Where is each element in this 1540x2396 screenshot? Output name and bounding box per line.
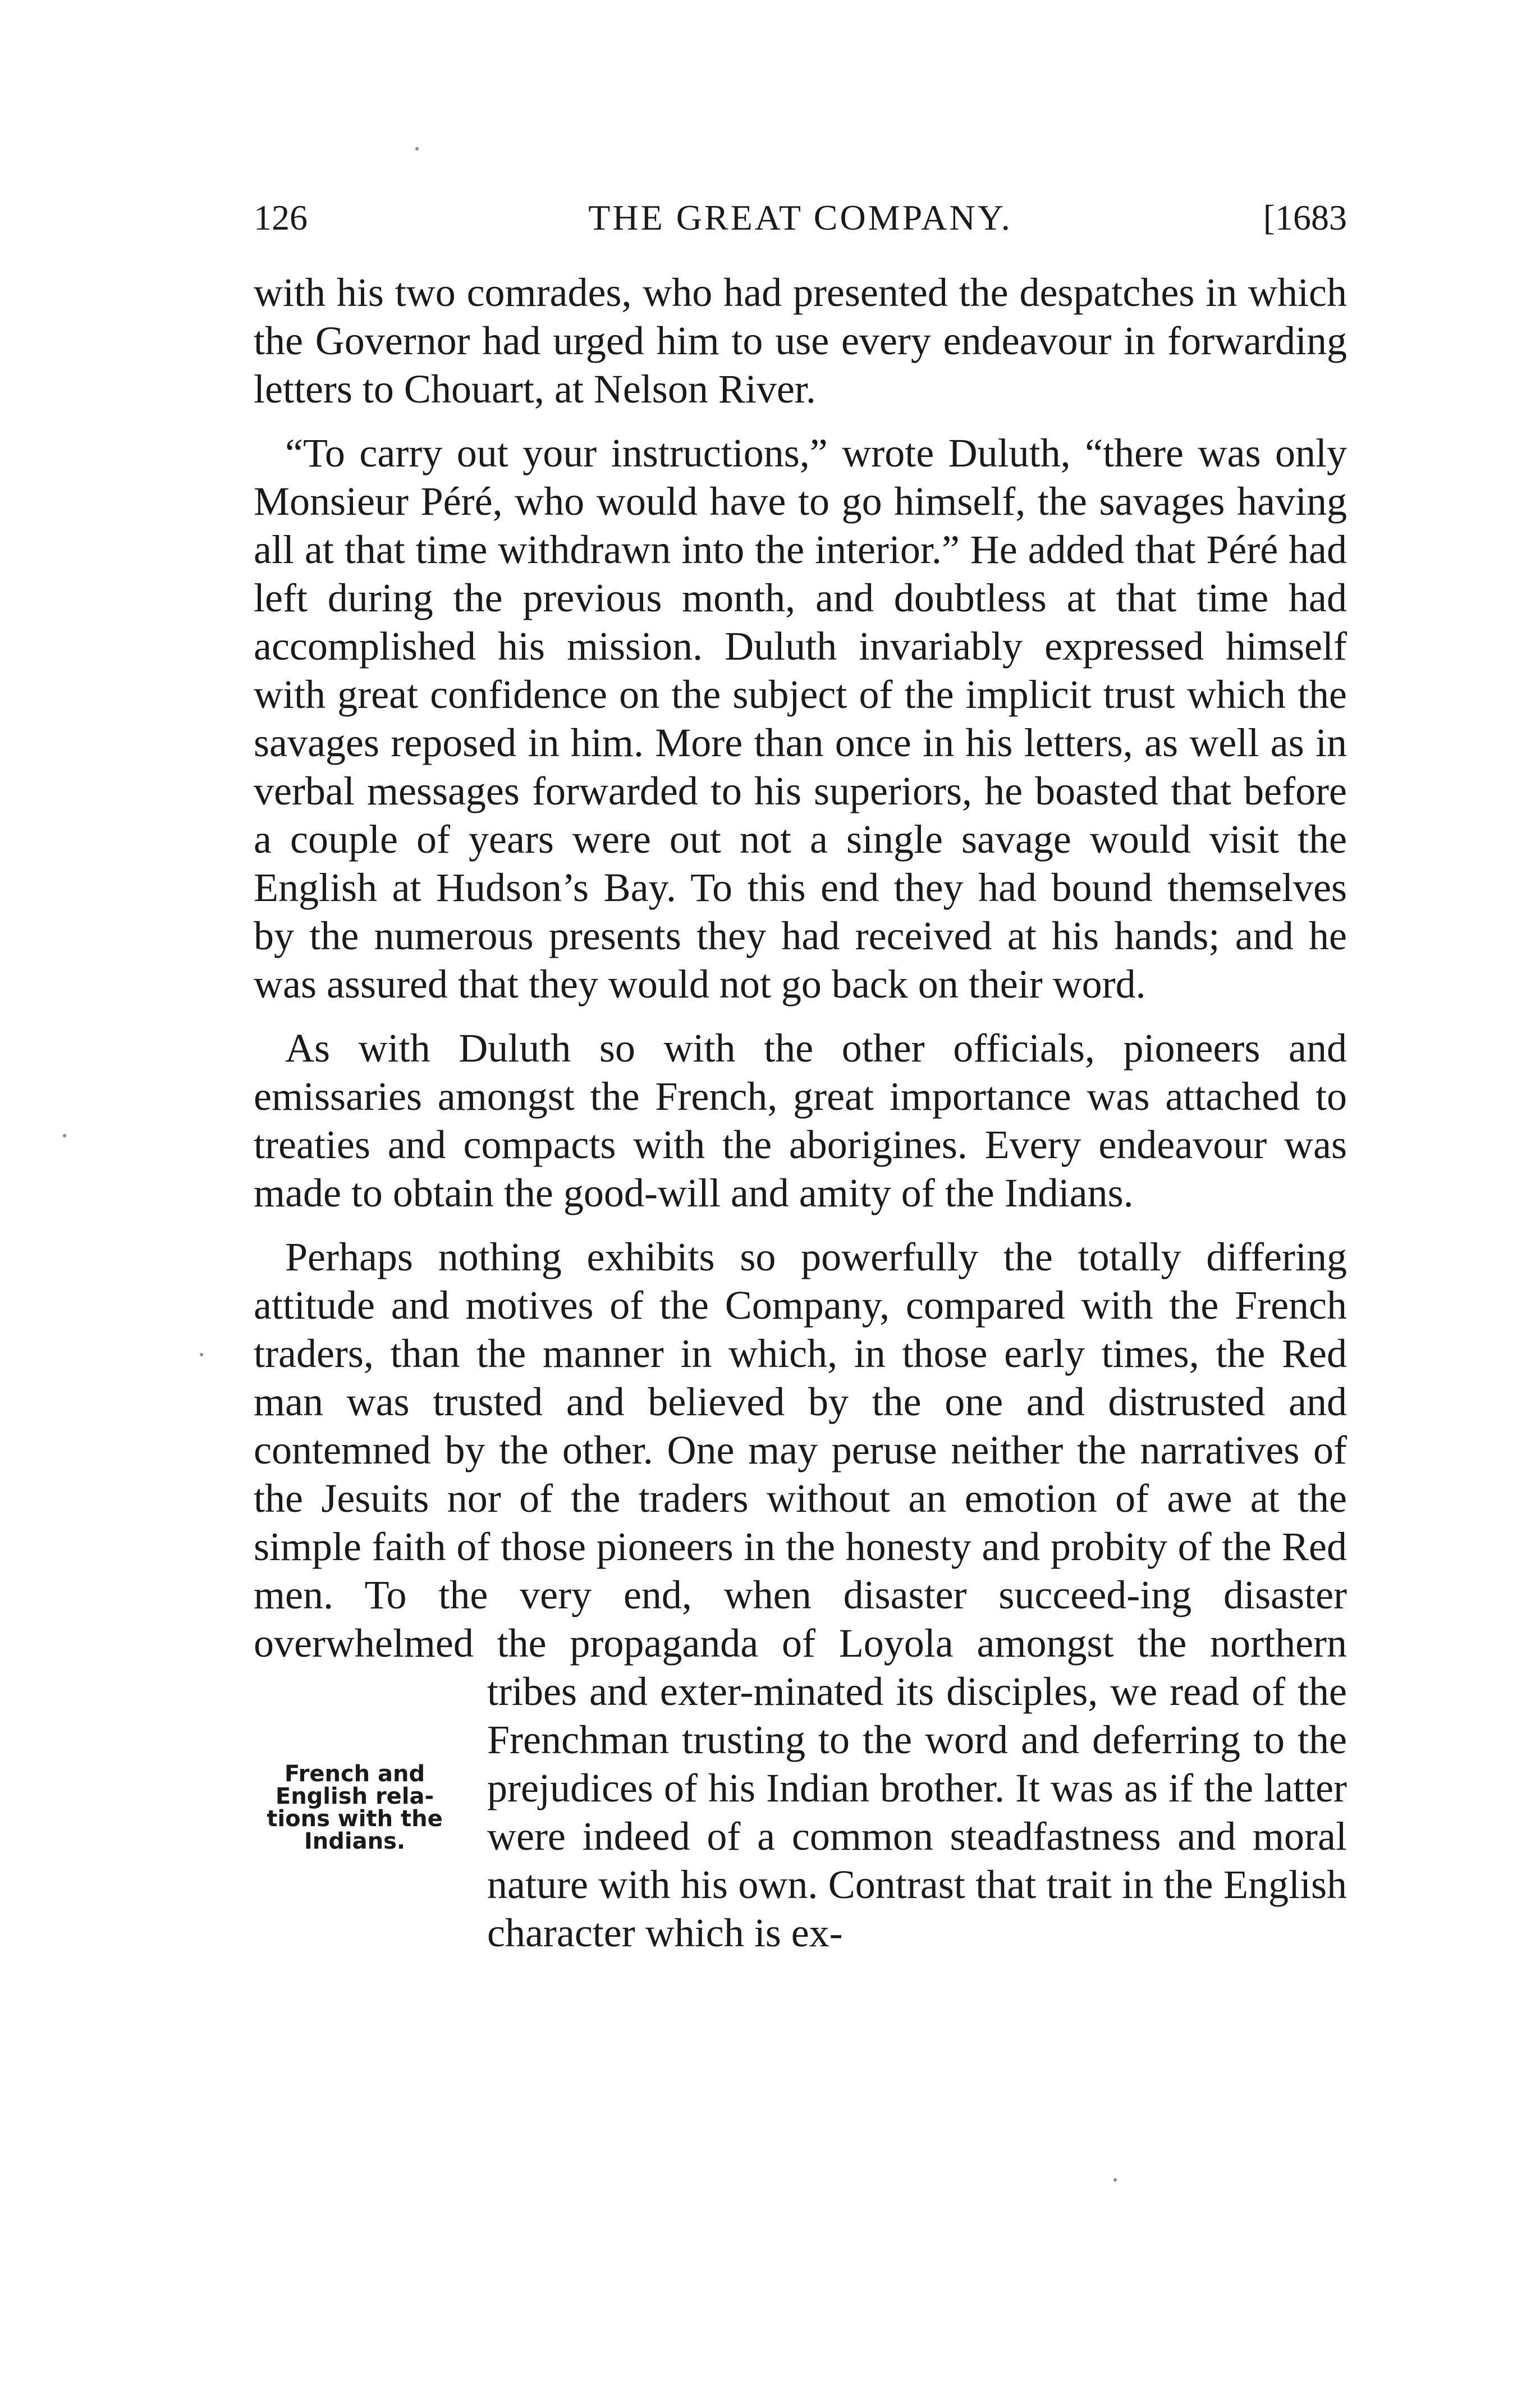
running-title: THE GREAT COMPANY. bbox=[588, 198, 1012, 237]
paragraph-4-text: Perhaps nothing exhibits so powerfully the totally differing attitude and motives of the Company, compared with the French traders, than the manner in which, in those early times, the Red man was trusted and believed by the one and distrusted and contemned by the other. One may peruse neither the narratives of the Jesuits nor of the traders without an emotion of awe at the simple faith of those pioneers in the honesty and probity of the Red men. To the very end, when disaster succeed-ing disaster overwhelmed the propaganda of Loyola amongst the northern tribes and exter-minated its disciples, we read of the Frenchman trusting to the word and deferring to the prejudices of his Indian brother. It was as if the latter were indeed of a common steadfastness and moral nature with his own. Contrast that trait in the English character which is ex- bbox=[254, 1234, 1347, 1955]
year-marker: [1683 bbox=[1263, 198, 1347, 237]
page-number: 126 bbox=[254, 198, 308, 237]
body-text bbox=[254, 268, 1347, 1957]
margin-note-line: Indians. bbox=[304, 1828, 406, 1854]
margin-note-line: tions with the bbox=[267, 1806, 443, 1832]
margin-note-line: French and bbox=[284, 1761, 425, 1787]
paragraph-1: with his two comrades, who had presented the despatches in which the Governor had urged him to use every endeavour in forwarding letters to Chouart, at Nelson River. bbox=[254, 270, 1347, 411]
paragraph-3: As with Duluth so with the other officials, pioneers and emissaries amongst the French, great importance was attached to treaties and compacts with the aborigines. Every endeavour was made to obtain the good-will and amity of the Indians. bbox=[254, 1026, 1347, 1215]
paper-speck bbox=[415, 147, 419, 150]
paper-speck bbox=[200, 1353, 203, 1356]
paragraph-2: “To carry out your instructions,” wrote Duluth, “there was only Monsieur Péré, who would have to go himself, the savages having all at that time withdrawn into the interior.” He added that Péré had left during the previous month, and doubtless at that time had accomplished his mission. Duluth invariably expressed himself with great confidence on the subject of the implicit trust which the savages reposed in him. More than once in his letters, as well as in verbal messages forwarded to his superiors, he boasted that before a couple of years were out not a single savage would visit the English at Hudson’s Bay. To this end they had bound themselves by the numerous presents they had received at his hands; and he was assured that they would not go back on their word. bbox=[254, 431, 1347, 1007]
page-header bbox=[254, 195, 1347, 240]
margin-note-line: English rela- bbox=[275, 1784, 434, 1809]
paper-speck bbox=[63, 1134, 66, 1137]
margin-note bbox=[254, 1763, 456, 1853]
paper-speck bbox=[1113, 2178, 1117, 2182]
